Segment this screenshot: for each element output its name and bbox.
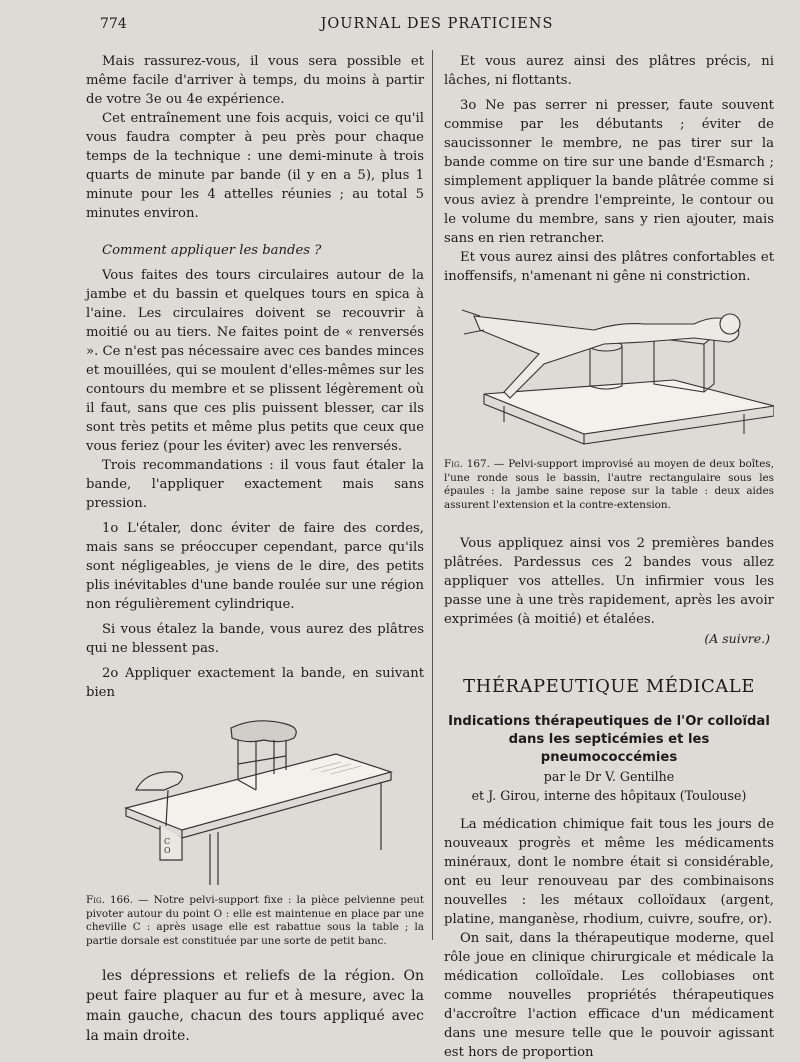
paragraph: La médication chimique fait tous les jours de nouveaux progrès et même les médicaments minéraux, dont le nombre était si considérable, ont eu leur renouveau par des combinaisons nouvelles : les métaux colloïdaux (argent, platine, manganèse, rhodium, cuivre, soufre, or). — [444, 817, 774, 928]
figure-label: Fig. 166. — [86, 894, 134, 906]
paragraph: Vous appliquez ainsi vos 2 premières bandes plâtrées. Pardessus ces 2 bandes vous allez appliquer vos attelles. Un infirmier vous les passe une à une très rapidement, après les avoir exprimées (à moitié) et étalées. — [444, 536, 774, 628]
improvised-support-illustration — [444, 294, 774, 454]
paragraph: 3o Ne pas serrer ni presser, faute souvent commise par les débutants ; éviter de saucissonner le membre, ne pas tirer sur la bande comme on tire sur une bande d'Esmarch ; simplement appliquer la bande plâtrée comme si vous aviez à prendre l'empreinte, le contour ou le volume du membre, sans y rien ajouter, mais sans en rien retrancher. — [444, 98, 774, 246]
caption-text: — Pelvi-support improvisé au moyen de deux boîtes, l'une ronde sous le bassin, l'autre rectangulaire sous les épaules : la jambe saine repose sur la table : deux aides assurent l'extension et la contre-extension. — [444, 458, 775, 511]
figure-167-caption — [444, 458, 774, 512]
paragraph: Cet entraînement une fois acquis, voici ce qu'il vous faudra compter à peu près pour chaque temps de la technique : une demi-minute à trois quarts de minute par bande (il y en a 5), plus 1 minute pour les 4 attelles réunies ; au total 5 minutes environ. — [86, 111, 424, 221]
figure-label: Fig. 167. — [444, 458, 490, 470]
right-column — [444, 52, 774, 1062]
byline-affiliation: et J. Girou, interne des hôpitaux (Toulouse) — [471, 788, 747, 804]
paragraph: Et vous aurez ainsi des plâtres précis, ni lâches, ni flottants. — [444, 54, 774, 88]
paragraph: 1o L'étaler, donc éviter de faire des cordes, mais sans se préoccuper cependant, parce qu'ils sont négligeables, je viens de le dire, des petits plis inévitables d'une bande roulée sur une région non régulièrement cylindrique. — [86, 521, 424, 612]
figure-mark-o: O — [164, 846, 171, 855]
paragraph: Trois recommandations : il vous faut étaler la bande, l'appliquer exactement mais sans pression. — [86, 458, 424, 511]
pelvi-support-illustration — [86, 710, 424, 890]
figure-166 — [86, 710, 424, 890]
continued-note: (A suivre.) — [704, 631, 770, 647]
subheading: Comment appliquer les bandes ? — [102, 243, 322, 258]
figure-167 — [444, 294, 774, 454]
article-title-line-2: dans les septicémies et les pneumococcémies — [508, 732, 710, 766]
paragraph: On sait, dans la thérapeutique moderne, quel rôle joue en clinique chirurgicale et médicale la médication colloïdale. Les collobiases ont comme nouvelles propriétés thérapeutiques d'accroître l'action efficace d'un médicament dans une mesure telle que le pouvoir agissant est hors de proportion — [444, 931, 774, 1061]
paragraph: Vous faites des tours circulaires autour de la jambe et du bassin et quelques tours en spica à l'aine. Les circulaires doivent se recouvrir à moitié ou au tiers. Ne faites point de « renversés ». Ce n'est pas nécessaire avec ces bandes minces et mouillées, qui se moulent d'elles-mêmes sur les contours du membre et se plissent légèrement où il faut, sans que ces plis puissent blesser, car ils sont très petits et même plus petits que ceux que vous feriez (pour les éviter) avec les renversés. — [86, 268, 424, 454]
article-title-line-1: Indications thérapeutiques de l'Or colloïdal — [448, 714, 770, 730]
section-title: THÉRAPEUTIQUE MÉDICALE — [463, 676, 755, 698]
paragraph: 2o Appliquer exactement la bande, en suivant bien — [86, 666, 424, 700]
page-number: 774 — [100, 16, 127, 32]
figure-166-caption — [86, 894, 424, 948]
caption-text: — Notre pelvi-support fixe : la pièce pelvienne peut pivoter autour du point O : elle est maintenue en place par une cheville C : après usage elle est rabattue sous la table ; la partie dorsale est constituée par une sorte de petit banc. — [86, 894, 424, 947]
figure-mark-c: C — [164, 837, 171, 846]
paragraph: les dépressions et reliefs de la région. On peut faire plaquer au fur et à mesure, avec la main gauche, chacun des tours appliqué avec la main droite. — [86, 968, 424, 1045]
paragraph: Mais rassurez-vous, il vous sera possible et même facile d'arriver à temps, du moins à partir de votre 3e ou 4e expérience. — [86, 54, 424, 107]
running-title: JOURNAL DES PRATICIENS — [320, 16, 554, 32]
paragraph: Si vous étalez la bande, vous aurez des plâtres qui ne blessent pas. — [86, 622, 424, 656]
page-header — [96, 16, 778, 36]
byline-authors: par le Dr V. Gentilhe — [543, 769, 675, 785]
paragraph: Et vous aurez ainsi des plâtres confortables et inoffensifs, n'amenant ni gêne ni constriction. — [444, 250, 774, 284]
left-column — [86, 52, 424, 1046]
column-divider — [432, 50, 433, 940]
